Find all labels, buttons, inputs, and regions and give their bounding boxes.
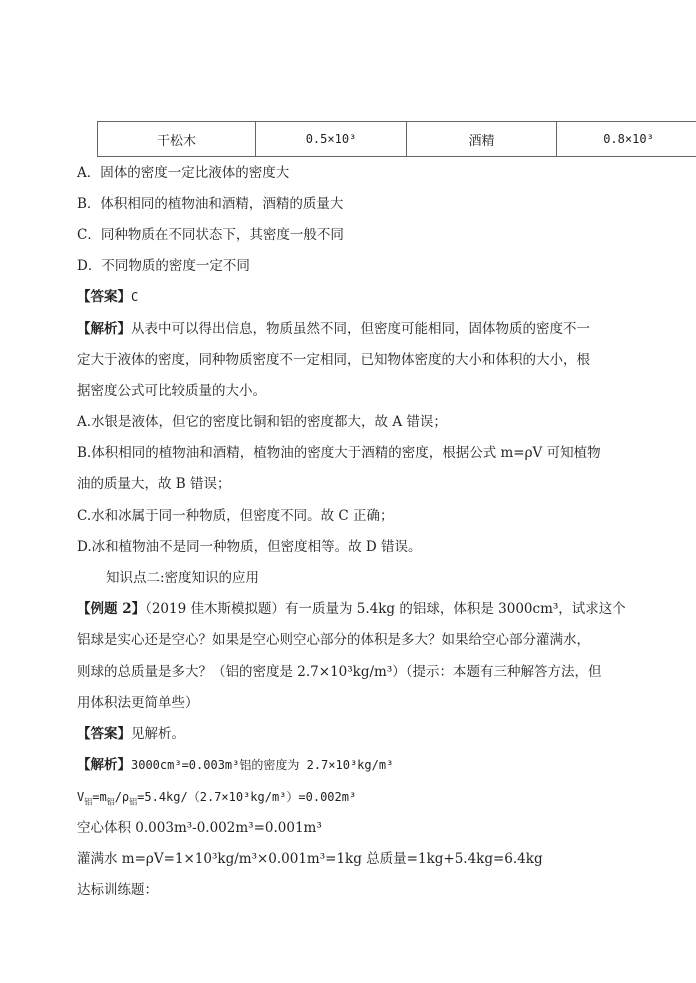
example-line: 铝球是实心还是空心？如果是空心则空心部分的体积是多大？如果给空心部分灌满水， <box>77 632 590 648</box>
table-cell-density: 0.8×10³ <box>557 122 696 157</box>
option-a: A．固体的密度一定比液体的密度大 <box>77 165 290 181</box>
analysis-text: 从表中可以得出信息，物质虽然不同，但密度可能相同，固体物质的密度不一 <box>131 321 590 337</box>
analysis-label: 【解析】 <box>77 757 131 773</box>
answer-label: 【答案】 <box>77 289 131 305</box>
example-line <box>77 601 626 617</box>
example-line: 用体积法更简单些） <box>77 695 199 711</box>
analysis-point-d: D.冰和植物油不是同一种物质，但密度相等。故 D 错误。 <box>77 539 422 555</box>
training-heading: 达标训练题： <box>77 882 158 898</box>
analysis-line <box>77 321 590 337</box>
formula-line: $V_铝=m_铝/\rho_铝=5.4kg/(2.7\times 10^3kg/m^3)=0.002m^3$ <box>77 790 357 807</box>
option-c: C．同种物质在不同状态下，其密度一般不同 <box>77 227 344 243</box>
answer-line <box>77 726 185 742</box>
table-row <box>98 122 696 157</box>
density-table <box>97 121 696 157</box>
option-b: B．体积相同的植物油和酒精，酒精的质量大 <box>77 196 344 212</box>
analysis-line: 灌满水 m=ρV=1×10³kg/m³×0.001m³=1kg 总质量=1kg+5.4kg=6.4kg <box>77 851 543 867</box>
example-label: 【例题 2】 <box>77 601 146 617</box>
analysis-text: 3000cm³=0.003m³铝的密度为 2.7×10³kg/m³ <box>131 758 394 772</box>
table-cell-substance: 酒精 <box>407 122 557 157</box>
analysis-label: 【解析】 <box>77 321 131 337</box>
analysis-line <box>77 757 393 773</box>
analysis-line: 据密度公式可比较质量的大小。 <box>77 383 266 399</box>
analysis-point-b: B.体积相同的植物油和酒精，植物油的密度大于酒精的密度，根据公式 m=ρV 可知植物 <box>77 445 601 461</box>
section-heading: 知识点二:密度知识的应用 <box>106 570 260 586</box>
analysis-point-c: C.水和冰属于同一种物质，但密度不同。故 C 正确； <box>77 508 394 524</box>
analysis-point-b-cont: 油的质量大，故 B 错误； <box>77 476 231 492</box>
example-text: （2019 佳木斯模拟题）有一质量为 5.4kg 的铝球，体积是 3000cm³，试求这个 <box>145 601 626 617</box>
example-line: 则球的总质量是多大？（铝的密度是 2.7×10³kg/m³）（提示：本题有三种解答方法，但 <box>77 664 602 680</box>
table-cell-density: 0.5×10³ <box>256 122 407 157</box>
answer-label: 【答案】 <box>77 726 131 742</box>
table-cell-substance: 干松木 <box>98 122 256 157</box>
answer-value: 见解析。 <box>131 726 185 742</box>
option-d: D．不同物质的密度一定不同 <box>77 258 250 274</box>
answer-line <box>77 289 138 305</box>
analysis-point-a: A.水银是液体，但它的密度比铜和铝的密度都大，故 A 错误； <box>77 414 447 430</box>
answer-value: C <box>131 290 139 304</box>
analysis-line: 定大于液体的密度，同种物质密度不一定相同，已知物体密度的大小和体积的大小，根 <box>77 352 590 368</box>
analysis-line: 空心体积 0.003m³-0.002m³=0.001m³ <box>77 820 322 836</box>
